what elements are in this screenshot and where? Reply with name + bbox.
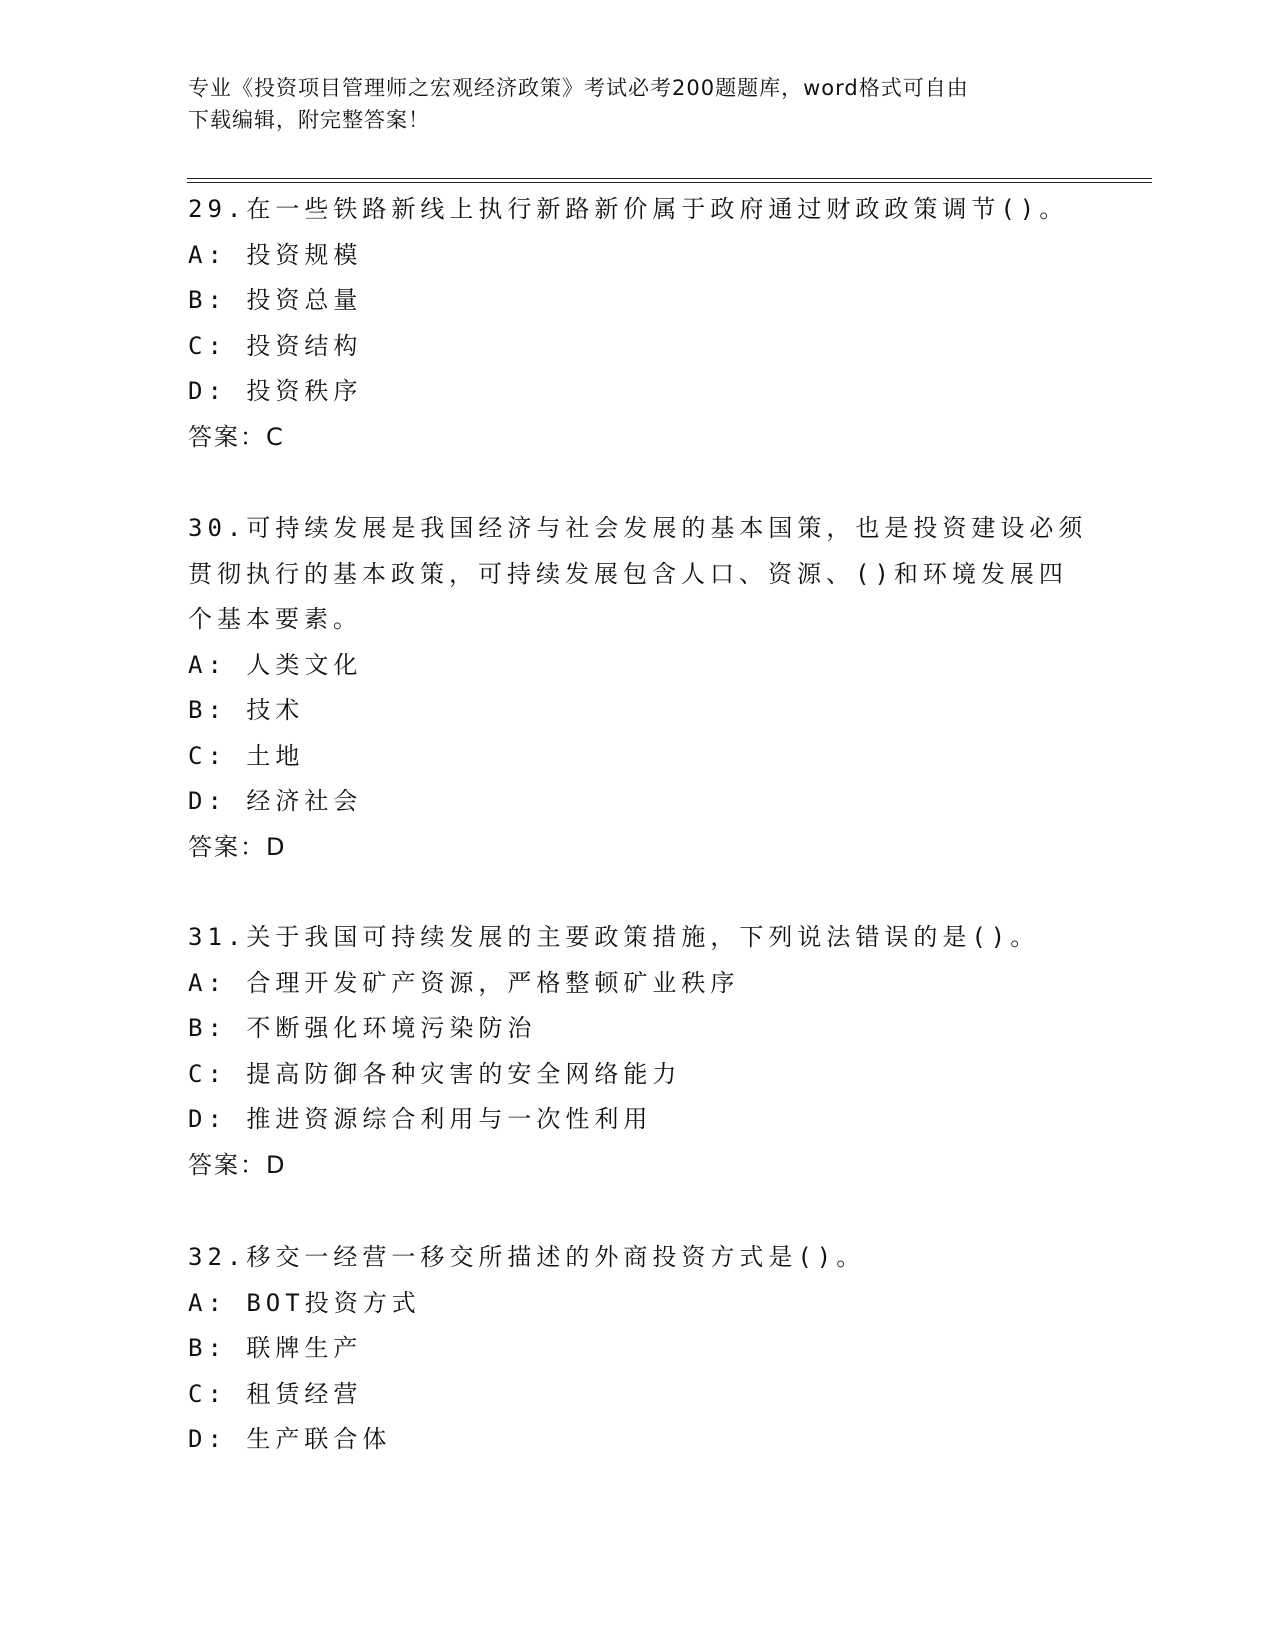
header-divider-top [187,178,1152,179]
option-c: C: 提高防御各种灾害的安全网络能力 [188,1059,682,1088]
option-c: C: 投资结构 [188,331,363,360]
question-stem-line-3: 个基本要素。 [188,605,362,633]
question-32 [188,1235,1088,1463]
question-stem: 29.在一些铁路新线上执行新路新价属于政府通过财政政策调节()。 [188,195,1069,223]
option-a: A: 人类文化 [188,650,363,679]
question-stem-line-1: 30.可持续发展是我国经济与社会发展的基本国策，也是投资建设必须 [188,514,1088,542]
header-divider-bottom [187,182,1152,183]
header-line-1: 专业《投资项目管理师之宏观经济政策》考试必考200题题库，word格式可自由 [188,76,969,100]
option-a: A: 合理开发矿产资源，严格整顿矿业秩序 [188,968,740,997]
option-b: B: 不断强化环境污染防治 [188,1014,537,1042]
question-29 [188,187,1088,460]
option-c: C: 土地 [188,741,305,770]
option-d: D: 经济社会 [188,787,363,815]
option-c: C: 租赁经营 [188,1379,363,1408]
answer: 答案：D [188,1150,287,1179]
option-b: B: 投资总量 [188,286,363,314]
question-stem: 31.关于我国可持续发展的主要政策措施，下列说法错误的是()。 [188,923,1040,951]
question-31 [188,915,1088,1188]
question-stem-line-2: 贯彻执行的基本政策，可持续发展包含人口、资源、()和环境发展四 [188,559,1068,588]
option-d: D: 投资秩序 [188,377,363,405]
option-a: A: BOT投资方式 [188,1288,421,1317]
question-stem: 32.移交一经营一移交所描述的外商投资方式是()。 [188,1243,866,1271]
option-b: B: 技术 [188,696,305,724]
option-b: B: 联牌生产 [188,1334,363,1362]
answer: 答案：D [188,832,287,861]
document-header [188,72,1088,136]
option-d: D: 推进资源综合利用与一次性利用 [188,1105,653,1133]
question-30 [188,506,1088,870]
option-a: A: 投资规模 [188,240,363,269]
header-line-2: 下载编辑，附完整答案！ [188,108,430,132]
answer: 答案：C [188,422,285,451]
option-d: D: 生产联合体 [188,1425,392,1453]
